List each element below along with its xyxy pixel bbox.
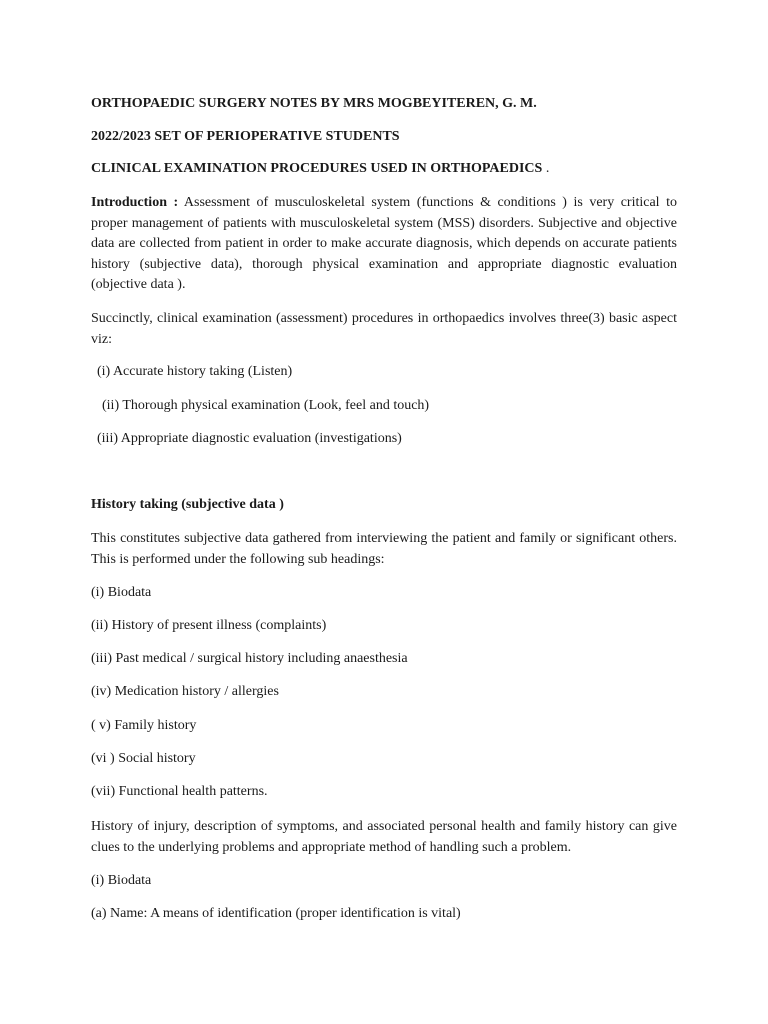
history-item-4: (iv) Medication history / allergies (91, 684, 279, 699)
biodata-heading: (i) Biodata (91, 873, 152, 888)
biodata-item-name: (a) Name: A means of identification (proper identification is vital) (91, 906, 461, 921)
topic-heading (91, 159, 677, 179)
topic-heading-text: CLINICAL EXAMINATION PROCEDURES USED IN ORTHOPAEDICS (91, 161, 543, 176)
introduction-paragraph (91, 193, 677, 296)
history-item-3: (iii) Past medical / surgical history including anaesthesia (91, 651, 408, 666)
aspect-item-2: (ii) Thorough physical examination (Look, feel and touch) (102, 398, 430, 413)
document-title: ORTHOPAEDIC SURGERY NOTES BY MRS MOGBEYITEREN, G. M. (91, 96, 537, 111)
history-item-6: (vi ) Social history (91, 751, 196, 766)
history-heading: History taking (subjective data ) (91, 497, 284, 512)
succinct-paragraph: Succinctly, clinical examination (assessment) procedures in orthopaedics involves three(3) basic aspect viz: (91, 311, 677, 347)
aspect-item-3: (iii) Appropriate diagnostic evaluation (investigations) (97, 431, 402, 446)
history-intro-paragraph: This constitutes subjective data gathered from interviewing the patient and family or significant others. This is performed under the following sub headings: (91, 531, 677, 567)
history-item-7: (vii) Functional health patterns. (91, 784, 268, 799)
aspect-item-1: (i) Accurate history taking (Listen) (97, 364, 293, 379)
introduction-text: Assessment of musculoskeletal system (functions & conditions ) is very critical to proper management of patients with musculoskeletal system (MSS) disorders. Subjective and objective data are collected from patient in order to make accurate diagnosis, which depends on accurate patients history (subjective data), thorough physical examination and appropriate diagnostic evaluation (objective data ). (91, 195, 677, 292)
history-item-5: ( v) Family history (91, 718, 197, 733)
clues-paragraph: History of injury, description of symptoms, and associated personal health and family history can give clues to the underlying problems and appropriate method of handling such a problem. (91, 819, 677, 855)
history-item-1: (i) Biodata (91, 585, 152, 600)
topic-heading-suffix: . (542, 161, 550, 176)
history-item-2: (ii) History of present illness (complaints) (91, 618, 327, 633)
document-subtitle: 2022/2023 SET OF PERIOPERATIVE STUDENTS (91, 129, 400, 144)
introduction-label: Introduction : (91, 195, 179, 210)
